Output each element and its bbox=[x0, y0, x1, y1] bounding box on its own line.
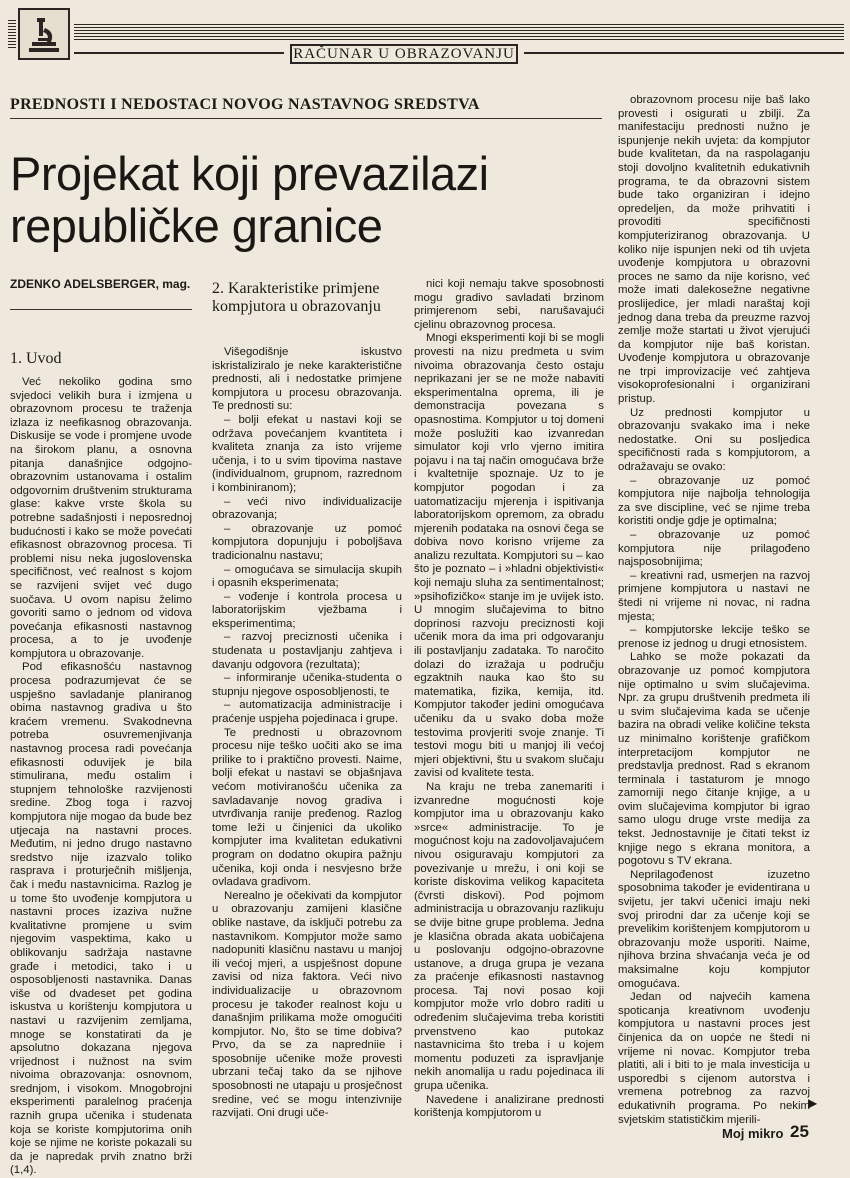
column-3 bbox=[414, 278, 604, 1136]
section-label: RAČUNAR U OBRAZOVANJU bbox=[290, 44, 518, 64]
header-hatch-left bbox=[8, 20, 16, 50]
paragraph: – veći nivo individualizacije obrazovanja; bbox=[212, 495, 402, 522]
column-1 bbox=[10, 376, 192, 1177]
paragraph: Na kraju ne treba zanemariti i izvanredne mogućnosti koje kompjutor ima u obrazovanju kako »srce« administracije. To je mogućnost koju na zadovoljavajućem nivou osiguravaju kompjutori za povezivanje u mrežu, i oni koji se koriste diskovima velikog kapaciteta (čvrsti diskovi). Pod pojmom administracija u obrazovanju razlikuju se dvije bitne grupe problema. Jedna je klasična obrada akata uobičajena u poslovanju odgojno-obrazovne ustanove, a druga grupa je vezana za praćenje efikasnosti nastavnog procesa. Taj novi posao koji kompjutor može vrlo dobro raditi u određenim slučajevima treba koristiti prvenstveno kao putokaz nastavnicima što treba i u kojem momentu poduzeti za ispravljanje nekih anomalija u radu pojedinaca ili grupa učenika. bbox=[414, 780, 604, 1093]
headline: Projekat koji prevazilazi republičke granice bbox=[10, 147, 489, 252]
header-hatch bbox=[74, 24, 844, 40]
paragraph: Neprilagođenost izuzetno sposobnima također je evidentirana u svijetu, jer takvi učenici imaju neki svoj prirodni dar za učenje koji se prevelikim korištenjem kompjutorom u obrazovanju može usporiti. Naime, njihova brzina shvaćanja veća je od maksimalne koju kompjutor omogućava. bbox=[618, 868, 810, 990]
section2-heading: 2. Karakteristike primjene kompjutora u obrazovanju bbox=[212, 280, 381, 315]
magazine-name: Moj mikro bbox=[722, 1126, 784, 1141]
paragraph: – obrazovanje uz pomoć kompjutora nije prilagođeno najsposobnijima; bbox=[618, 529, 810, 569]
paragraph: Nerealno je očekivati da kompjutor u obrazovanju zamijeni klasične oblike nastave, da isključi potrebu za nastavnikom. Kompjutor može samo nadopuniti klasičnu nastavu u manjoj ili većoj mjeri, a uspješnost dopune zavisi od niza faktora. Veći nivo individualizacije u obrazovnom procesu je također realnost koju u današnjim prilikama može omogućiti kompjutor. No, što se time dobiva? Prvo, da se za napredniie i sposobnije učenike može provesti ubrzani tečaj tako da se njihove sposobnosti ne utapaju u prosječnost sredine, već se mogu intenzivnije razvijati. Oni drugi uče- bbox=[212, 889, 402, 1120]
paragraph: – bolji efekat u nastavi koji se održava povećanjem kvantiteta i kvaliteta znanja za isto vrijeme učenja, i to u svim tipovima nastave (individualnom, grupnom, razrednom i kombiniranom); bbox=[212, 413, 402, 494]
paragraph: Višegodišnje iskustvo iskristaliziralo je neke karakteristične prednosti, ali i nedostatke primjene kompjutora u procesu obrazovanja. Te prednosti su: bbox=[212, 346, 402, 413]
paragraph: – omogućava se simulacija skupih i opasnih eksperimenata; bbox=[212, 563, 402, 590]
microscope-icon bbox=[20, 10, 68, 58]
paragraph: – obrazovanje uz pomoć kompjutora dopunjuju i poboljšava tradicionalnu nastavu; bbox=[212, 522, 402, 562]
section-rule-left bbox=[74, 52, 284, 54]
section-logo bbox=[18, 8, 70, 60]
paragraph: – obrazovanje uz pomoć kompjutora nije najbolja tehnologija za sve discipline, već se njime treba koristiti ondje gdje je optimalna; bbox=[618, 474, 810, 528]
author-byline: ZDENKO ADELSBERGER, mag. bbox=[10, 277, 191, 291]
paragraph: – vođenje i kontrola procesa u laboratorijskim vježbama i eksperimentima; bbox=[212, 590, 402, 630]
paragraph: nici koji nemaju takve sposobnosti mogu gradivo savladati brzinom primjerenom sebi, narušavajući cjelinu obrazovnog procesa. bbox=[414, 278, 604, 331]
paragraph: – kreativni rad, usmerjen na razvoj primjene kompjutora u nastavi ne štedi ni vrijeme ni novac, ni radna mjesta; bbox=[618, 569, 810, 623]
paragraph: Mnogi eksperimenti koji bi se mogli provesti na nizu predmeta u svim nivoima obrazovanja često ostaju neprikazani jer se ne može nabaviti eksperimentalna oprema, ili je demonstracija povezana s opasnostima. Kompjutor u toj domeni može poslužiti kao izvanredan simulator koji vrlo vjerno imitira pojavu i na taj način omogućava brže i kvaltetnije spoznaje. Uz to je kompjutor pogodan i za uatomatizaciju mjerenja i ispitivanja laboratorijskom opremom, za obradu mjerenih podataka na osnovi čega se dobiva novo korisno vrijeme za analizu rezultata. Kompjutori su – kao što je poznato – i »hladni objektivisti« koji nemaju sluha za sentimentalnost; »psihofizičko« stanje im je uvijek isto. U mnogim slučajevima to bitno doprinosi razvoju preciznosti koji učenik mora da ima pri odgovaranju ili postavljanju zadataka. To naročito dolazi do izražaja u području egzaktnih nauka kao što su matematika, fizika, kemija, itd. Kompjutor također jedini omogućava učeniku da u svako doba može testovima provjeriti svoje znanje. Ti testovi mogu biti u manjoj ili većoj mjeri objektivni, štu u svakom slučaju zavisi od kvalitete testa. bbox=[414, 332, 604, 780]
paragraph: Te prednosti u obrazovnom procesu nije teško uočiti ako se ima prilike to i praktično provesti. Naime, bolji efekat u nastavi se objašnjava većom motiviranošću učenika za savladavanje novog gradiva i utvrđivanja ranije pređenog. Razlog tome leži u činjenici da ukoliko kompjuter ima kvalitetan edukativni program on dodatno okupira pažnju učenika, koji onda i nesvjesno brže ovladava gradivom. bbox=[212, 726, 402, 889]
paragraph: obrazovnom procesu nije baš lako provesti i osigurati u zbilji. Za manifestaciju prednosti nužno je ispunjenje nekih uvjeta: da kompjutor bude kvalitetan, da na raspolaganju stoji dovoljno kvalitetnih edukativnih programa, te da obrazovni sistem bude tako organiziran i idejno opredeljen, da može prihvatiti i provoditi specifičnosti kompjuteriziranog obrazovanja. U koliko nije ispunjen neki od tih uvjeta uvođenje kompjutora u obrazovni proces ne samo da nije korisno, već može imati dalekosežne negativne proslijedice, jer mladi naraštaj koji jednog dana treba da preuzme razvoj zemlje može startati u život vjerujući da kompjutor nije baš koristan. Uvođenje kompjutora u obrazovanje ne trpi improvizacije već zahtjeva visokoprofesionalni i organizirani pristup. bbox=[618, 94, 810, 406]
paragraph: Pod efikasnošću nastavnog procesa podrazumjevat će se uspješno savladanje planiranog obima nastavnog gradiva u što kraćem vremenu. Svakodnevna potreba osuvremenjivanja nastavnog procesa radi povećanja efikasnosti oduvijek je bila stimulirana, među ostalim i stupnjem tehnološke razvijenosti sredine. Zbog toga i razvoj kompjutora nije mogao da bude bez utjecaja na nastavni proces. Međutim, ni jedno drugo nastavno sredstvo nije izazvalo toliko rasprava i proturječnih mišljenja, čak i među nastavnicima. Razlog je u tome što uvođenje kompjutora u nastavni proces izaziva nužne kvalitativne promjene u svim njegovim vaspektima, kako u oblikovanju sadržaja nastavne građe i metodici, tako i u osposobljenosti nastavnika. Danas više od dvadeset pet godina iskustva u korištenju kompjutora u nastavi u razvijenim zemljama, mnoge se konstatirati da je apsolutno dokazana njegova vrijednost i nužnost na svim nivoima obrazovanja: osnovnom, srednjom, i visokom. Mnogobrojni eksperimenti paralelnog praćenja raznih grupa učenika i studenata koja se koriste kompjutorima onih koje se njime ne koriste pokazali su da je napredak prvih znatno brži (1,4). bbox=[10, 661, 192, 1177]
continue-arrow-icon: ▶ bbox=[808, 1096, 818, 1110]
paragraph: Uz prednosti kompjutor u obrazovanju svakako ima i neke nedostatke. Oni su posljedica specifičnosti rada s kompjutorom, a odražavaju se ovako: bbox=[618, 406, 810, 474]
paragraph: Lahko se može pokazati da obrazovanje uz pomoć kompjutora nije optimalno u svim slučajevima. Npr. za grupu društvenih predmeta ili u svim slučajevima kada se učenje bazira na obradi velike količine teksta uz minimalno korištenje grafičkom interpretacijom kompjutor ne predstavlja prednost. Rad s ekranom terminala i tastaturom je mnogo zamorniji nego čitanje knjige, a u ovim slučajevima kompjutor bi igrao samo ulogu druge vrste medija za tekst. Jednostavnije je čitati tekst iz knjige nego s ekrana monitora, a pogotovu s TV ekrana. bbox=[618, 651, 810, 868]
page-number: 25 bbox=[790, 1122, 809, 1141]
paragraph: – informiranje učenika-studenta o stupnju njegove osposobljenosti, te bbox=[212, 672, 402, 698]
kicker-rule bbox=[10, 118, 602, 119]
section-rule-right bbox=[524, 52, 844, 54]
paragraph: Navedene i analizirane prednosti korištenja kompjutorom u bbox=[414, 1093, 604, 1120]
kicker: PREDNOSTI I NEDOSTACI NOVOG NASTAVNOG SREDSTVA bbox=[10, 96, 480, 113]
paragraph: Već nekoliko godina smo svjedoci velikih bura i izmjena u obrazovnom procesu te traženja izlaza iz neefikasnog obrazovanja. Diskusije se vode i promjene uvode na širokom planu, a osnovna pitanja današnjice odgojno-obrazovnim ustanovama i ostalim odgovornim društvenim strukturama glase: kakve vrste škola su potrebne sadašnjosti i neposrednoj budućnosti i kako se može povećati efikasnost obrazovnog procesa. Ti problemi nisu neka jugoslovenska specifičnost, već realnost s kojom se razvijeni svijet već dugo suočava. U ovom napisu želimo govoriti samo o jednom od vidova povećanja efikasnosti nastavnog procesa, a to je uvođenje kompjutora u obrazovanje. bbox=[10, 376, 192, 660]
paragraph: – automatizacija administracije i praćenje uspjeha pojedinaca i grupe. bbox=[212, 699, 402, 726]
section1-heading: 1. Uvod bbox=[10, 350, 62, 367]
paragraph: – razvoj preciznosti učenika i studenata u postavljanju zahtjeva i davanju odgovora (rezultata); bbox=[212, 631, 402, 671]
byline-rule bbox=[10, 309, 192, 310]
paragraph: Jedan od najvećih kamena spoticanja kreativnom uvođenju kompjutora u nastavni proces jest činjenica da on uopće ne štedi ni vrijeme ni novac. Kompjutor treba platiti, ali i biti to je mala investicija u usporedbi s cijenom autorstva i vremena potrebnog za razvoj edukativnih programa. Po nekim svjetskim statističkim mjerili- bbox=[618, 991, 810, 1126]
paragraph: – kompjutorske lekcije teško se prenose iz jednog u drugi etnosistem. bbox=[618, 624, 810, 650]
column-2 bbox=[212, 346, 402, 1136]
column-4 bbox=[618, 94, 810, 1126]
